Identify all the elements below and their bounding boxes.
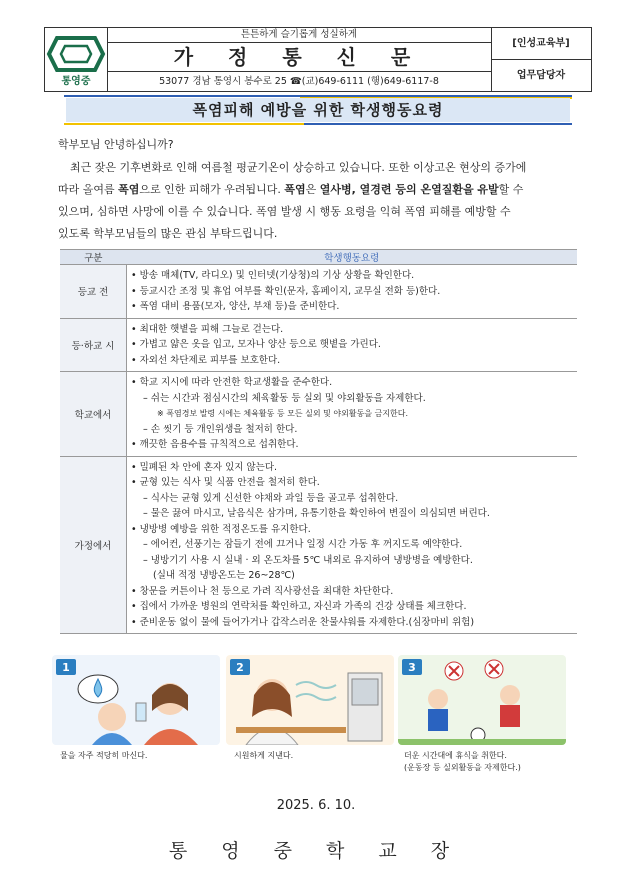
intro-line-1: 최근 잦은 기후변화로 인해 여름철 평균기온이 상승하고 있습니다. 또한 이상고온 현상의 증가에 — [70, 161, 527, 174]
school-emblem-icon — [45, 28, 107, 91]
guideline-note: ※ 폭염경보 발령 시에는 체육활동 등 모든 실외 및 야외활동을 금지한다. — [157, 409, 409, 418]
letterhead — [44, 27, 592, 92]
school-address: 53077 경남 통영시 봉수로 25 ☎(교)649-6111 (행)649-6117-8 — [159, 76, 439, 87]
guideline-line: • 깨끗한 음용수를 규칙적으로 섭취한다. — [131, 439, 299, 450]
row-category: 등교 전 — [60, 265, 127, 319]
row-guidelines — [127, 372, 578, 457]
table-row — [60, 456, 577, 634]
intro-line-3: 있으며, 심하면 사망에 이를 수 있습니다. 폭염 발생 시 행동 요령을 익혀 폭염 피해를 예방할 수 — [58, 205, 511, 218]
issue-date: 2025. 6. 10. — [276, 798, 356, 813]
banner-bottom-line-yellow — [64, 123, 304, 125]
guideline-line: – 에어컨, 선풍기는 잠들기 전에 끄거나 일정 시간 가동 후 꺼지도록 예약한다. — [143, 539, 463, 550]
guideline-line: – 물은 끓여 마시고, 날음식은 삼가며, 유통기한을 확인하여 변질이 의심되면 버린다. — [143, 508, 490, 519]
guideline-line: • 등교시간 조정 및 휴업 여부를 확인(문자, 홈페이지, 교무실 전화 등)한다. — [131, 285, 441, 297]
manager-label: 업무담당자 — [516, 70, 566, 81]
table-header-guidelines: 학생행동요령 — [127, 250, 578, 265]
guideline-line: • 균형 있는 식사 및 식품 안전을 철저히 한다. — [131, 477, 320, 488]
svg-text:통영중: 통영중 — [61, 76, 91, 87]
row-guidelines — [127, 456, 578, 634]
letterhead-right — [491, 28, 591, 91]
guideline-line: – 냉방기기 사용 시 실내 · 외 온도차를 5℃ 내외로 유지하여 냉방병을 예방한다. — [143, 554, 473, 566]
intro-line-4: 있도록 학부모님들의 많은 관심 부탁드립니다. — [58, 227, 278, 240]
row-category: 학교에서 — [60, 372, 127, 457]
behavior-guidelines-table — [60, 249, 577, 634]
guideline-line: – 손 씻기 등 개인위생을 철저히 한다. — [143, 423, 298, 435]
guideline-line: • 최대한 햇볕을 피해 그늘로 걷는다. — [131, 323, 284, 335]
school-motto: 튼튼하게 슬기롭게 성실하게 — [107, 28, 491, 43]
illustration-rest — [398, 655, 566, 745]
guideline-line: • 자외선 차단제로 피부를 보호한다. — [131, 354, 281, 366]
guideline-line: • 냉방병 예방을 위한 적정온도를 유지한다. — [131, 523, 311, 535]
caption-3b: (운동장 등 실외활동을 자제한다.) — [404, 763, 521, 772]
greeting: 학부모님 안녕하십니까? — [58, 138, 174, 151]
svg-text:2: 2 — [236, 661, 244, 674]
intro-line-2: 따라 올여름 폭염으로 인한 피해가 우려됩니다. 폭염은 열사병, 열경련 등의 온열질환을 유발할 수 — [58, 183, 524, 196]
row-guidelines — [127, 318, 578, 372]
principal-signature: 통 영 중 학 교 장 — [168, 840, 464, 862]
guideline-line: • 폭염 대비 용품(모자, 양산, 부채 등)을 준비한다. — [131, 301, 340, 312]
guideline-line: • 방송 매체(TV, 라디오) 및 인터넷(기상청)의 기상 상황을 확인한다. — [131, 270, 415, 281]
caption-2: 시원하게 지낸다. — [234, 751, 294, 760]
guideline-line: • 창문을 커튼이나 천 등으로 가려 직사광선을 최대한 차단한다. — [131, 585, 394, 597]
guideline-line: • 가볍고 얇은 옷을 입고, 모자나 양산 등으로 햇볕을 가린다. — [131, 339, 381, 350]
school-logo — [45, 28, 108, 91]
caption-3a: 더운 시간대에 휴식을 취한다. — [404, 751, 507, 760]
table-row — [60, 372, 577, 457]
guideline-line: – 쉬는 시간과 점심시간의 체육활동 등 실외 및 야외활동을 자제한다. — [143, 392, 426, 404]
svg-text:3: 3 — [408, 661, 416, 674]
guideline-line: (실내 적정 냉방온도는 26~28℃) — [153, 570, 295, 581]
row-guidelines — [127, 265, 578, 319]
department-label: [인성교육부] — [491, 28, 591, 60]
guideline-line: • 준비운동 없이 물에 들어가거나 갑작스러운 찬물샤워를 자제한다.(심장마비 위험) — [131, 616, 475, 628]
row-category: 가정에서 — [60, 456, 127, 634]
table-row — [60, 265, 577, 319]
banner-bottom-line-blue — [304, 123, 572, 125]
guideline-line: • 집에서 가까운 병원의 연락처를 확인하고, 자신과 가족의 건강 상태를 체크한다. — [131, 601, 467, 612]
illustration-drink-water — [52, 655, 220, 745]
table-header-category: 구분 — [60, 250, 127, 265]
illustration-stay-cool — [226, 655, 394, 745]
guideline-line: • 밀폐된 차 안에 혼자 있지 않는다. — [131, 461, 278, 473]
guideline-line: • 학교 지시에 따라 안전한 학교생활을 준수한다. — [131, 377, 333, 388]
table-row — [60, 318, 577, 372]
svg-text:1: 1 — [62, 661, 70, 674]
caption-1: 물을 자주 적당히 마신다. — [60, 751, 148, 760]
letterhead-center — [107, 28, 492, 91]
row-category: 등·하교 시 — [60, 318, 127, 372]
notice-title: 폭염피해 예방을 위한 학생행동요령 — [66, 98, 570, 122]
guideline-line: – 식사는 균형 있게 신선한 야채와 과일 등을 골고루 섭취한다. — [143, 492, 399, 504]
page-title: 가 정 통 신 문 — [107, 43, 491, 72]
